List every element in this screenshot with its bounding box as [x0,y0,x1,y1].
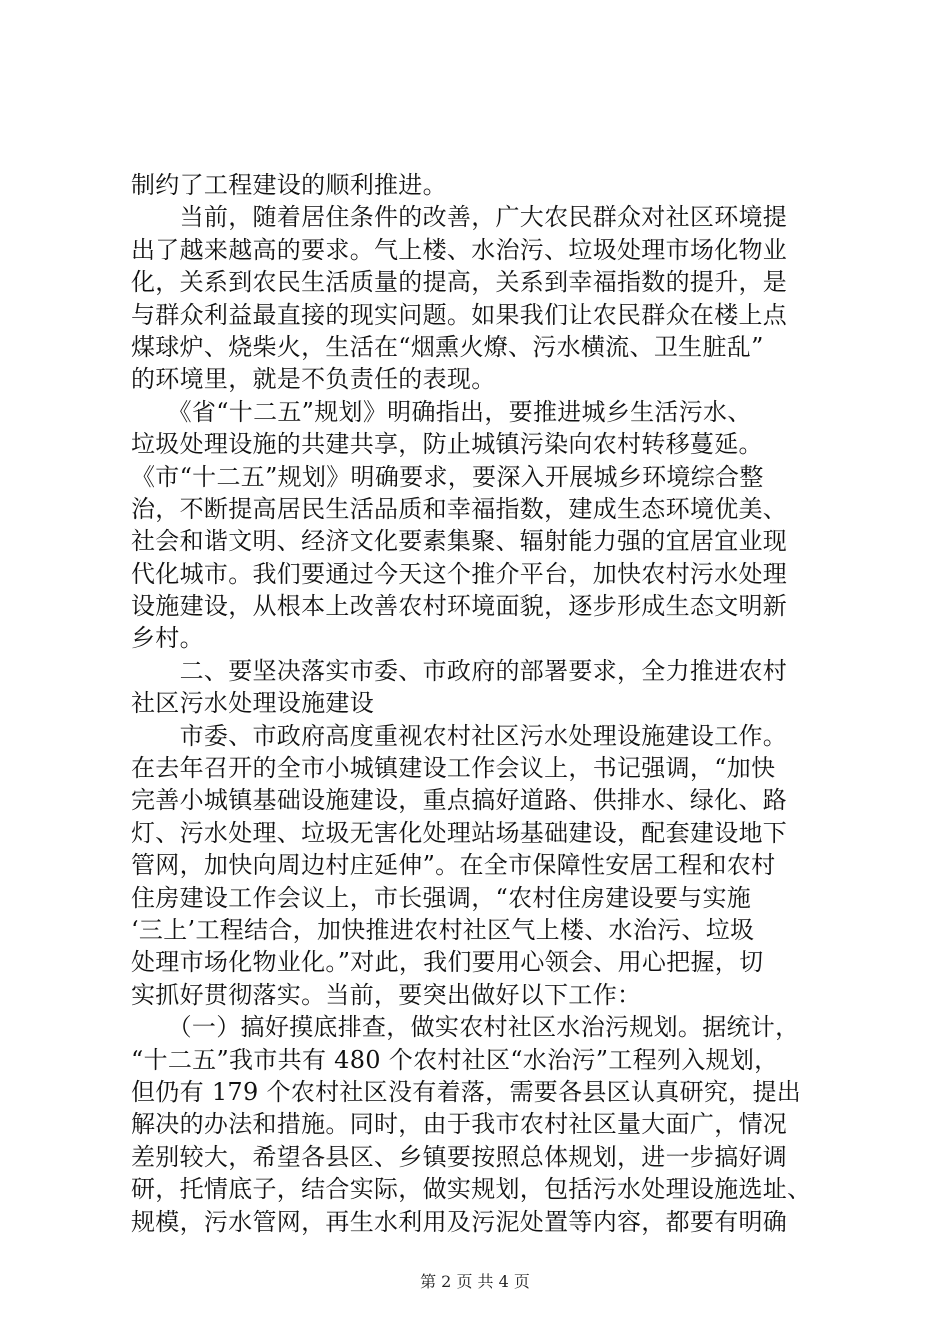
text-line: 设施建设，从根本上改善农村环境面貌，逐步形成生态文明新 [131,592,788,621]
text-line: 化，关系到农民生活质量的提高，关系到幸福指数的提升，是 [131,268,788,297]
text-line: 社会和谐文明、经济文化要素集聚、辐射能力强的宜居宜业现 [131,527,788,556]
text-line: 出了越来越高的要求。气上楼、水治污、垃圾处理市场化物业 [131,235,788,264]
text-line: 代化城市。我们要通过今天这个推介平台，加快农村污水处理 [131,559,788,588]
text-line: 垃圾处理设施的共建共享，防止城镇污染向农村转移蔓延。 [131,430,763,459]
text-line: 实抓好贯彻落实。当前，要突出做好以下工作： [131,980,642,1009]
text-line: 管网，加快向周边村庄延伸”。在全市保障性安居工程和农村 [131,851,776,880]
text-line: 但仍有 179 个农村社区没有着落，需要各县区认真研究，提出 [131,1077,802,1106]
text-line: 解决的办法和措施。同时，由于我市农村社区量大面广，情况 [131,1110,788,1139]
text-line: 与群众利益最直接的现实问题。如果我们让农民群众在楼上点 [131,300,788,329]
text-line: 二、要坚决落实市委、市政府的部署要求，全力推进农村 [131,656,788,685]
text-line: 处理市场化物业化。”对此，我们要用心领会、用心把握，切 [131,948,764,977]
document-body [131,169,831,1238]
text-line: 乡村。 [131,624,204,653]
text-line: 住房建设工作会议上，市长强调，“农村住房建设要与实施 [131,883,752,912]
text-line: ‘三上’工程结合，加快推进农村社区气上楼、水治污、垃圾 [131,915,755,944]
text-line: （一）搞好摸底排查，做实农村社区水治污规划。据统计， [131,1013,800,1042]
text-line: 《市“十二五”规划》明确要求，要深入开展城乡环境综合整 [131,462,764,491]
text-line: 《省“十二五”规划》明确指出，要推进城乡生活污水、 [131,397,752,426]
text-line: 当前，随着居住条件的改善，广大农民群众对社区环境提 [131,203,788,232]
text-line: 差别较大，希望各县区、乡镇要按照总体规划，进一步搞好调 [131,1142,788,1171]
page-footer: 第 2 页 共 4 页 [420,1272,530,1291]
text-line: 灯、污水处理、垃圾无害化处理站场基础建设，配套建设地下 [131,818,788,847]
text-line: 规模，污水管网，再生水利用及污泥处置等内容，都要有明确 [131,1207,788,1236]
text-line: 煤球炉、烧柴火，生活在“烟熏火燎、污水横流、卫生脏乱” [131,332,764,361]
text-line: 在去年召开的全市小城镇建设工作会议上，书记强调，“加快 [131,754,776,783]
text-line: 研，托情底子，结合实际，做实规划，包括污水处理设施选址、 [131,1175,812,1204]
text-line: 的环境里，就是不负责任的表现。 [131,365,496,394]
text-line: 社区污水处理设施建设 [131,689,374,718]
text-line: “十二五”我市共有 480 个农村社区“水治污”工程列入规划， [131,1045,779,1074]
text-line: 市委、市政府高度重视农村社区污水处理设施建设工作。 [131,721,788,750]
text-line: 完善小城镇基础设施建设，重点搞好道路、供排水、绿化、路 [131,786,788,815]
text-line: 制约了工程建设的顺利推进。 [131,171,447,199]
text-line: 治，不断提高居民生活品质和幸福指数，建成生态环境优美、 [131,494,788,523]
